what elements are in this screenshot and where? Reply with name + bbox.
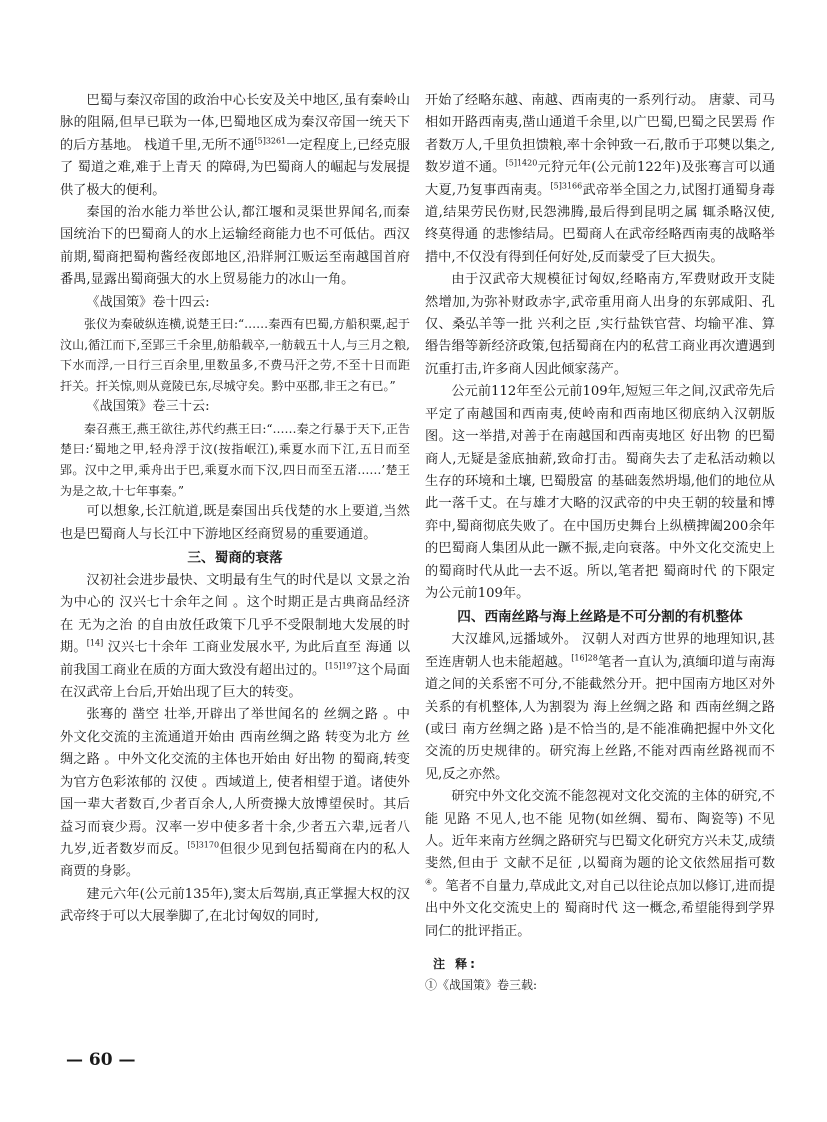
- paragraph: 研究中外文化交流不能忽视对文化交流的主体的研究,不能 见路 不见人,也不能 见物(如丝绸、蜀布、陶瓷等) 不见人。近年来南方丝绸之路研究与巴蜀文化研究方兴未艾,成绩斐然,但由于 文献不足征 ,以蜀商为题的论文依然屈指可数④。笔者不自量力,草成此文,对自己以往论点加以修订,进而提出中外文化交流史上的 蜀商时代 这一概念,希望能得到学界同仁的批评指正。: [425, 789, 776, 939]
- paragraph: 大汉雄风,远播域外。 汉朝人对西方世界的地理知识,甚至连唐朝人也未能超越。$^{[16]28}$笔者一直认为,滇缅印道与南海道之间的关系密不可分,不能截然分开。把中国南方地区对外关系的有机整体,人为割裂为 海上丝绸之路 和 西南丝绸之路(或曰 南方丝绸之路 )是不恰当的,是不能准确把握中外文化交流的历史规律的。研究海上丝路,不能对西南丝路视而不见,反之亦然。: [425, 632, 775, 782]
- paragraph: 开始了经略东越、南越、西南夷的一系列行动。 唐蒙、司马相如开路西南夷,凿山通道千余里,以广巴蜀,巴蜀之民罢焉 作者数万人,千里负担馈粮,率十余钟致一石,散币于邛僰以集之,数岁道不通。$^{[5]1420}$元狩元年(公元前122年)及张骞言可以通大夏,乃复事西南夷。$^{[5]3166}$武帝举全国之力,试图打通蜀身毒道,结果劳民伤财,民怨沸腾,最后得到昆明之属 辄杀略汉使,终莫得通 的悲惨结局。巴蜀商人在武帝经略西南夷的战略举措中,不仅没有得到任何好处,反而蒙受了巨大损失。: [425, 93, 776, 265]
- quotation: 秦召燕王,燕王欲往,苏代约燕王曰:“……秦之行暴于天下,正告楚曰:‘蜀地之甲,轻舟浮于汶(按指岷江),乘夏水而下江,五日而至郢。汉中之甲,乘舟出于巴,乘夏水而下汉,四日而至五渚……’楚王为是之故,十七年事秦。”: [60, 421, 410, 498]
- right-column: [425, 90, 775, 995]
- paragraph: 张骞的 凿空 壮举,开辟出了举世闻名的 丝绸之路 。中外文化交流的主流通道开始由 西南丝绸之路 转变为北方 丝绸之路 。中外文化交流的主体也开始由 好出物 的蜀商,转变为官方色彩浓郁的 汉使 。西域道上, 使者相望于道。诸使外国一辈大者数百,少者百余人,人所赍操大放博望侯时。其后益习而衰少焉。汉率一岁中使多者十余,少者五六辈,远者八九岁,近者数岁而反。$^{[5]3170}$但很少见到包括蜀商在内的私人商贾的身影。: [60, 707, 410, 880]
- quotation: 张仪为秦破纵连横,说楚王曰:“……秦西有巴蜀,方船积粟,起于汶山,循江而下,至郢三千余里,舫船载卒,一舫载五十人,与三月之粮,下水而浮,一日行三百余里,里数虽多,不费马汗之劳,不至十日而距扞关。扞关惊,则从竟陵已东,尽城守矣。黔中巫郡,非王之有已。”: [60, 317, 410, 393]
- paragraph: 由于汉武帝大规模征讨匈奴,经略南方,军费财政开支陡然增加,为弥补财政赤字,武帝重用商人出身的东郭咸阳、孔仅、桑弘羊等一批 兴利之臣 ,实行盐铁官营、均输平准、算缗告缗等新经济政策,包括蜀商在内的私营工商业再次遭遇到沉重打击,许多商人因此倾家荡产。: [425, 272, 775, 377]
- page-number: — 60 —: [66, 1050, 136, 1070]
- paragraph: 建元六年(公元前135年),窦太后驾崩,真正掌握大权的汉武帝终于可以大展拳脚了,在北讨匈奴的同时,: [60, 886, 410, 925]
- paragraph: 汉初社会进步最快、文明最有生气的时代是以 文景之治 为中心的 汉兴七十余年之间 。这个时期正是古典商品经济在 无为之治 的自由放任政策下几乎不受限制地大发展的时期。[14] 汉兴七十余年 工商业发展水平, 为此后直至 海通 以前我国工商业在质的方面大致没有超出过的。$^{[15]197}$这个局面在汉武帝上台后,开始出现了巨大的转变。: [60, 573, 411, 701]
- footnote: ①《战国策》卷三载:: [425, 978, 538, 993]
- paragraph: 《战国策》卷十四云:: [86, 294, 210, 310]
- section-heading: 三、蜀商的衰落: [187, 550, 283, 567]
- paragraph: 公元前112年至公元前109年,短短三年之间,汉武帝先后平定了南越国和西南夷,使岭南和西南地区彻底纳入汉朝版图。这一举措,对善于在南越国和西南夷地区 好出物 的巴蜀商人,无疑是釜底抽薪,致命打击。蜀商失去了走私活动赖以生存的环境和土壤, 巴蜀殷富 的基础轰然坍塌,他们的地位从此一落千丈。在与雄才大略的汉武帝的中央王朝的较量和博弈中,蜀商彻底失败了。在中国历史舞台上纵横捭阖200余年的巴蜀商人集团从此一蹶不振,走向衰落。中外文化交流史上的蜀商时代从此一去不返。所以,笔者把 蜀商时代 的下限定为公元前109年。: [425, 384, 775, 601]
- paragraph: 巴蜀与秦汉帝国的政治中心长安及关中地区,虽有秦岭山脉的阻隔,但早已联为一体,巴蜀地区成为秦汉帝国一统天下的后方基地。 栈道千里,无所不通$^{[5]3261}$一定程度上,已经克服了 蜀道之难,难于上青天 的障碍,为巴蜀商人的崛起与发展提供了极大的便利。: [60, 93, 410, 198]
- left-column: [60, 90, 410, 929]
- notes-heading: 注 释:: [433, 957, 478, 972]
- paragraph: 可以想象,长江航道,既是秦国出兵伐楚的水上要道,当然也是巴蜀商人与长江中下游地区经商贸易的重要通道。: [60, 504, 410, 542]
- section-heading: 四、西南丝路与海上丝路是不可分割的有机整体: [457, 609, 743, 626]
- paragraph: 秦国的治水能力举世公认,都江堰和灵渠世界闻名,而秦国统治下的巴蜀商人的水上运输经商能力也不可低估。西汉前期,蜀商把蜀枸酱经夜郎地区,沿牂牁江贩运至南越国首府番禺,显露出蜀商强大的水上贸易能力的冰山一角。: [60, 205, 410, 288]
- paragraph: 《战国策》卷三十云:: [86, 399, 210, 415]
